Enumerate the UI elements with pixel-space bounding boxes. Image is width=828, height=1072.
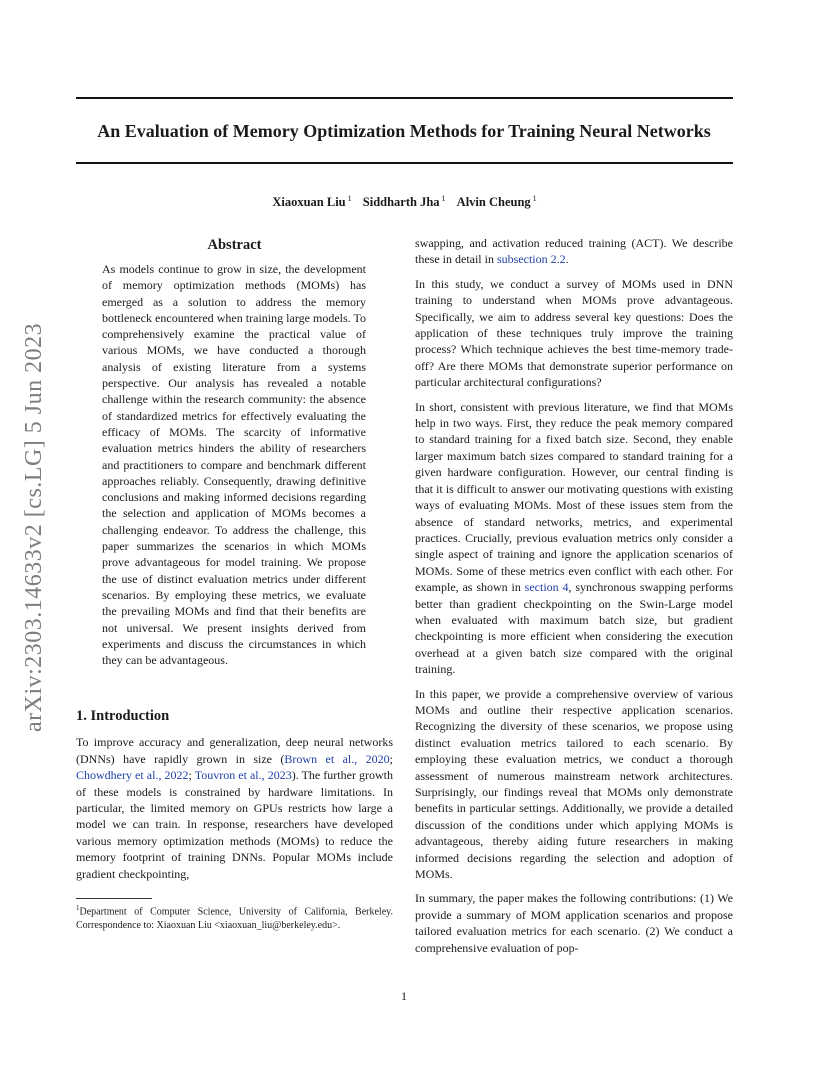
- paragraph: In summary, the paper makes the following contributions: (1) We provide a summary of MOM application scenarios and propose tailored evaluation metrics for each scenario. (2) We conduct a comprehensive evaluation of pop-: [415, 891, 733, 955]
- text-run: .: [565, 252, 569, 267]
- author: [457, 195, 537, 209]
- abstract-heading: Abstract: [207, 237, 262, 253]
- affiliation-marker: 1: [441, 194, 446, 203]
- author: [363, 195, 446, 209]
- citation-link-brown[interactable]: Brown et al., 2020: [284, 751, 390, 766]
- author-name: Alvin Cheung: [456, 195, 531, 210]
- cross-reference-link-section[interactable]: section 4: [524, 580, 569, 595]
- author-list: [76, 190, 733, 211]
- page-number: 1: [401, 989, 407, 1003]
- text-run: To improve accuracy and generalization, deep neural networks (DNNs) have rapidly grown in size (: [76, 735, 393, 766]
- text-run: , synchronous swapping performs better than gradient checkpointing on the Swin-Large model when evaluated with maximum batch size, but gradient checkpointing is more efficient when considering the execution overhead at a given batch size compared with the original training.: [415, 580, 733, 677]
- affiliation-marker: 1: [532, 194, 537, 203]
- section-heading-introduction: 1. Introduction: [76, 708, 170, 725]
- author: [272, 195, 351, 209]
- cross-reference-link-subsection[interactable]: subsection 2.2: [496, 252, 566, 267]
- right-column: [415, 235, 733, 964]
- citation-link-chowdhery[interactable]: Chowdhery et al., 2022: [76, 768, 189, 783]
- title-bottom-rule: [76, 162, 733, 164]
- left-column: [76, 235, 393, 882]
- paragraph: [415, 235, 733, 268]
- footnote-marker: 1: [76, 904, 80, 912]
- footnote-text: Department of Computer Science, University of California, Berkeley. Correspondence to: Xiaoxuan Liu <xiaoxuan_liu@berkeley.edu>.: [76, 906, 393, 931]
- title-top-rule: [76, 97, 733, 99]
- text-run: swapping, and activation reduced training (ACT). We describe these in detail in: [415, 236, 733, 267]
- arxiv-identifier: arXiv:2303.14633v2 [cs.LG] 5 Jun 2023: [21, 322, 47, 732]
- footnote-rule: [76, 898, 152, 899]
- abstract-text: As models continue to grow in size, the development of memory optimization methods (MOMs) has emerged as a solution to address the memory bottleneck encountered when training large models. To comprehensively examine the practical value of various MOMs, we have conducted a thorough analysis of existing literature from a systems perspective. Our analysis has revealed a notable challenge within the research community: the absence of standardized metrics for effectively evaluating the efficacy of MOMs. The scarcity of informative evaluation metrics hinders the ability of researchers and practitioners to compare and benchmark different approaches reliably. Consequently, drawing definitive conclusions and making informed decisions regarding the selection and application of MOMs becomes a challenging endeavor. To address the challenge, this paper summarizes the scenarios in which MOMs prove advantageous for model training. We propose the use of distinct evaluation metrics under different scenarios. By employing these metrics, we evaluate the prevailing MOMs and find that their benefits are not universal. We present insights derived from experiments and discuss the circumstances in which they can be advantageous.: [102, 262, 366, 668]
- author-name: Xiaoxuan Liu: [272, 195, 346, 210]
- text-run: In short, consistent with previous literature, we find that MOMs help in two ways. First, they reduce the peak memory compared to standard training for a fixed batch size. Second, they enable larger maximum batch sizes compared to standard training for a given hardware configuration. However, our central finding is that it is difficult to answer our motivating questions with existing ways of evaluating MOMs. Most of these issues stem from the absence of standard networks, metrics, and experimental practices. Crucially, previous evaluation metrics only consider a single aspect of training and ignore the application scenarios of MOMs. Some of these metrics even conflict with each other. For example, as shown in: [415, 399, 733, 595]
- footnote: [76, 902, 393, 932]
- introduction-paragraph: [76, 734, 393, 882]
- paper-title: An Evaluation of Memory Optimization Methods for Training Neural Networks: [97, 121, 711, 141]
- paragraph: [415, 399, 733, 678]
- text-run: ;: [188, 768, 195, 783]
- citation-link-touvron[interactable]: Touvron et al., 2023: [194, 768, 292, 783]
- text-run: ;: [389, 751, 393, 766]
- affiliation-marker: 1: [347, 194, 352, 203]
- paragraph: In this study, we conduct a survey of MOMs used in DNN training to understand when MOMs prove advantageous. Specifically, we aim to address several key questions: Does the application of these techniques truly improve the training process? Which technique achieves the best time-memory trade-off? Are there MOMs that demonstrate superior performance on particular architectural configurations?: [415, 276, 733, 390]
- author-name: Siddharth Jha: [362, 195, 440, 210]
- paragraph: In this paper, we provide a comprehensive overview of various MOMs and outline their respective application scenarios. Recognizing the diversity of these scenarios, we propose using distinct evaluation metrics tailored to each scenario. By employing these evaluation metrics, we conduct a thorough assessment of numerous mainstream network architectures. Surprisingly, our findings reveal that MOMs only demonstrate benefits in particular settings. Additionally, we provide a detailed discussion of the conditions under which applying MOMs is advantageous, thereby aiding future researchers in making informed decisions regarding the selection and adoption of MOMs.: [415, 686, 733, 882]
- text-run: ). The further growth of these models is constrained by hardware limitations. In particular, the limited memory on GPUs restricts how large a model we can train. In response, researchers have developed various memory optimization methods (MOMs) to reduce the memory footprint of training DNNs. Popular MOMs include gradient checkpointing,: [76, 768, 393, 881]
